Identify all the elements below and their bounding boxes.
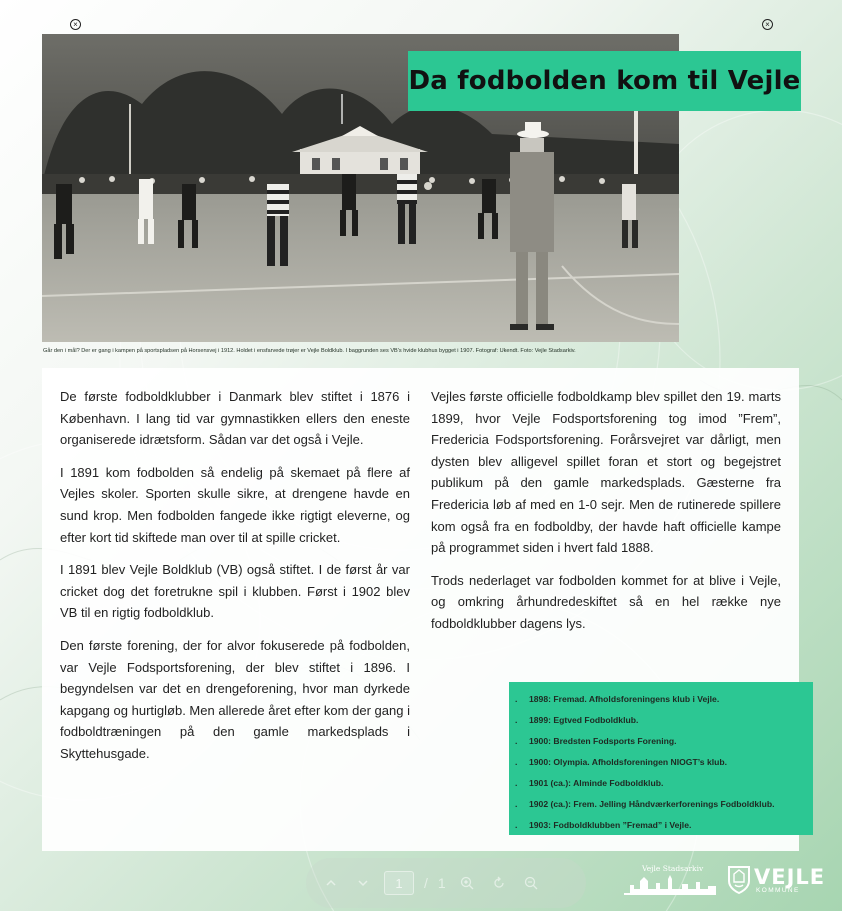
paragraph: Trods nederlaget var fodbolden kommet for at blive i Vejle, og omkring århundredeskiftet så en hel række nye fodboldklubber dagens lys. [431, 572, 781, 631]
next-page-button[interactable] [352, 872, 374, 894]
club-list-item: . 1903: Fodboldklubben ”Fremad” i Vejle. [515, 820, 692, 830]
club-list-item: . 1902 (ca.): Frem. Jelling Håndværkerforenings Fodboldklub. [515, 799, 775, 809]
paragraph: I 1891 kom fodbolden så endelig på skemaet på flere af Vejles skoler. Sporten skulle sikre, at drengene havde en sund krop. Men fodbolden fangede ikke rigtigt eleverne, og efter kort tid skiftede man over til at spille cricket. [60, 464, 410, 545]
title-banner [408, 51, 801, 111]
chevron-up-icon [325, 877, 337, 889]
club-list-item: . 1899: Egtved Fodboldklub. [515, 715, 639, 725]
paragraph: Den første forening, der for alvor fokuserede på fodbolden, var Vejle Fodsportsforening, der blev stiftet i 1896. I begyndelsen var det en drengeforening, hvor man dyrkede kapgang og hurtigløb. Men allerede året efter kom der gang i fodboldtræningen på den gamle markedsplads i Skyttehusgade. [60, 637, 410, 761]
club-list-item: . 1898: Fremad. Afholdsforeningens klub i Vejle. [515, 694, 720, 704]
page-number-input[interactable] [384, 871, 414, 895]
zoom-out-icon [524, 876, 538, 890]
paragraph: I 1891 blev Vejle Boldklub (VB) også stiftet. I de først år var cricket dog det foretrukne spil i klubben. Først i 1902 blev VB til en rigtig fodboldklub. [60, 562, 410, 621]
coat-of-arms-icon [727, 865, 751, 895]
photo-caption: Går den i mål? Der er gang i kampen på sportspladsen på Horsensvej i 1912. Holdet i ensfarvede trøjer er Vejle Boldklub. I baggrunden ses VB's hvide klubhus bygget i 1907. Fotograf: Ukendt. Foto: Vejle Stadsarkiv. [43, 348, 576, 354]
vejle-stadsarkiv-logo [624, 864, 716, 894]
page-total: 1 [437, 875, 446, 891]
kommune-sublabel: KOMMUNE [756, 887, 800, 894]
registration-mark-left: × [70, 19, 81, 30]
stadsarkiv-label: Vejle Stadsarkiv [642, 864, 704, 873]
rotate-icon [492, 876, 506, 890]
registration-mark-right: × [762, 19, 773, 30]
football [424, 182, 432, 190]
kommune-wordmark: VEJLE [754, 865, 826, 889]
club-list-item: . 1901 (ca.): Alminde Fodboldklub. [515, 778, 664, 788]
page-separator: / [424, 875, 428, 891]
city-skyline-icon [624, 873, 716, 895]
pdf-viewer-toolbar [306, 858, 586, 908]
vejle-kommune-logo [727, 864, 826, 898]
zoom-in-button[interactable] [456, 872, 478, 894]
right-column [431, 386, 781, 646]
rotate-button[interactable] [488, 872, 510, 894]
paragraph: Vejles første officielle fodboldkamp blev spillet den 19. marts 1899, hvor Vejle Fodsportsforening tog imod ”Frem”, Fredericia Fodsportsforening. Forårsvejret var dårligt, men dysten blev alligevel spillet foran et stort og begejstret publikum på den gamle markedsplads. Gæsterne fra Fredericia løb af med en 1-0 sejr. Men de rutinerede spillere kom også fra en fodboldby, der havde haft officielle kampe på programmet siden i hvert fald 1888. [431, 389, 781, 556]
chevron-down-icon [357, 877, 369, 889]
zoom-out-button[interactable] [520, 872, 542, 894]
paragraph: De første fodboldklubber i Danmark blev stiftet i 1876 i København. I lang tid var gymnastikken ellers den eneste organiserede idrætsform. Sådan var det også i Vejle. [60, 389, 410, 448]
zoom-in-icon [460, 876, 474, 890]
club-list-item: . 1900: Bredsten Fodsports Forening. [515, 736, 677, 746]
club-list [509, 682, 813, 836]
club-list-item: . 1900: Olympia. Afholdsforeningen NIOGT’s klub. [515, 757, 728, 767]
page-title: Da fodbolden kom til Vejle [408, 66, 801, 96]
previous-page-button[interactable] [320, 872, 342, 894]
left-column [60, 386, 410, 776]
club-timeline-box [509, 682, 813, 835]
